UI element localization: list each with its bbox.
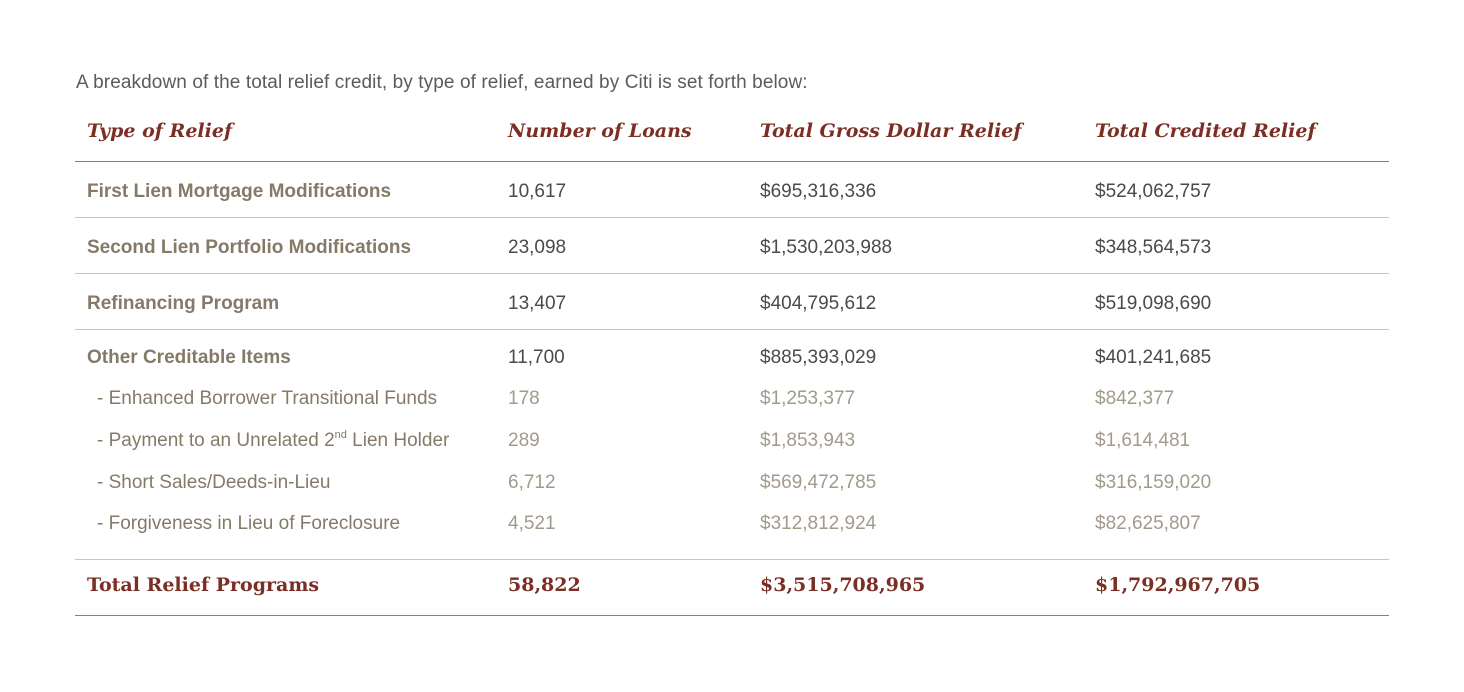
table-header xyxy=(75,108,1389,162)
row-loans: 23,098 xyxy=(508,237,567,258)
subrow-credited: $1,614,481 xyxy=(1095,430,1191,451)
row-loans: 13,407 xyxy=(508,293,567,314)
row-credited: $524,062,757 xyxy=(1095,181,1212,202)
subrow-gross: $569,472,785 xyxy=(760,472,877,493)
subrow-type: - Enhanced Borrower Transitional Funds xyxy=(97,388,438,409)
total-loans: 58,822 xyxy=(508,574,581,596)
row-credited: $401,241,685 xyxy=(1095,347,1212,368)
subrow-loans: 4,521 xyxy=(508,513,556,534)
row-loans: 11,700 xyxy=(508,347,565,368)
row-gross: $695,316,336 xyxy=(760,181,877,202)
row-credited: $519,098,690 xyxy=(1095,293,1212,314)
subrow-type: - Payment to an Unrelated 2nd Lien Holder xyxy=(97,428,450,451)
subrow-gross: $312,812,924 xyxy=(760,513,877,534)
table-subrow xyxy=(75,388,1389,418)
row-credited: $348,564,573 xyxy=(1095,237,1212,258)
total-row xyxy=(75,560,1389,616)
relief-table xyxy=(75,108,1389,616)
subrow-type: - Short Sales/Deeds-in-Lieu xyxy=(97,472,331,493)
table-subrow xyxy=(75,430,1389,460)
row-gross: $1,530,203,988 xyxy=(760,237,893,258)
header-loans: Number of Loans xyxy=(508,120,692,142)
subrow-type: - Forgiveness in Lieu of Foreclosure xyxy=(97,513,401,534)
row-type: Other Creditable Items xyxy=(87,347,291,368)
total-gross: $3,515,708,965 xyxy=(760,574,926,596)
table-subrow xyxy=(75,513,1389,543)
row-type: Refinancing Program xyxy=(87,293,280,314)
subrow-loans: 6,712 xyxy=(508,472,556,493)
subrow-credited: $842,377 xyxy=(1095,388,1175,409)
total-type: Total Relief Programs xyxy=(87,574,320,596)
table-row xyxy=(75,162,1389,218)
total-credited: $1,792,967,705 xyxy=(1095,574,1261,596)
subrow-loans: 289 xyxy=(508,430,540,451)
table-row xyxy=(75,274,1389,330)
subrow-credited: $82,625,807 xyxy=(1095,513,1201,534)
subrow-gross: $1,853,943 xyxy=(760,430,856,451)
subrow-loans: 178 xyxy=(508,388,540,409)
table-subrow xyxy=(75,472,1389,502)
table-row xyxy=(75,218,1389,274)
header-credited: Total Credited Relief xyxy=(1095,120,1316,142)
header-gross: Total Gross Dollar Relief xyxy=(760,120,1022,142)
row-gross: $404,795,612 xyxy=(760,293,877,314)
table-row xyxy=(75,347,1389,377)
row-gross: $885,393,029 xyxy=(760,347,877,368)
subrow-gross: $1,253,377 xyxy=(760,388,856,409)
intro-text: A breakdown of the total relief credit, by type of relief, earned by Citi is set forth below: xyxy=(76,72,808,93)
other-creditable-group xyxy=(75,330,1389,560)
header-type: Type of Relief xyxy=(87,120,233,142)
row-type: First Lien Mortgage Modifications xyxy=(87,181,392,202)
row-type: Second Lien Portfolio Modifications xyxy=(87,237,412,258)
subrow-credited: $316,159,020 xyxy=(1095,472,1212,493)
row-loans: 10,617 xyxy=(508,181,567,202)
